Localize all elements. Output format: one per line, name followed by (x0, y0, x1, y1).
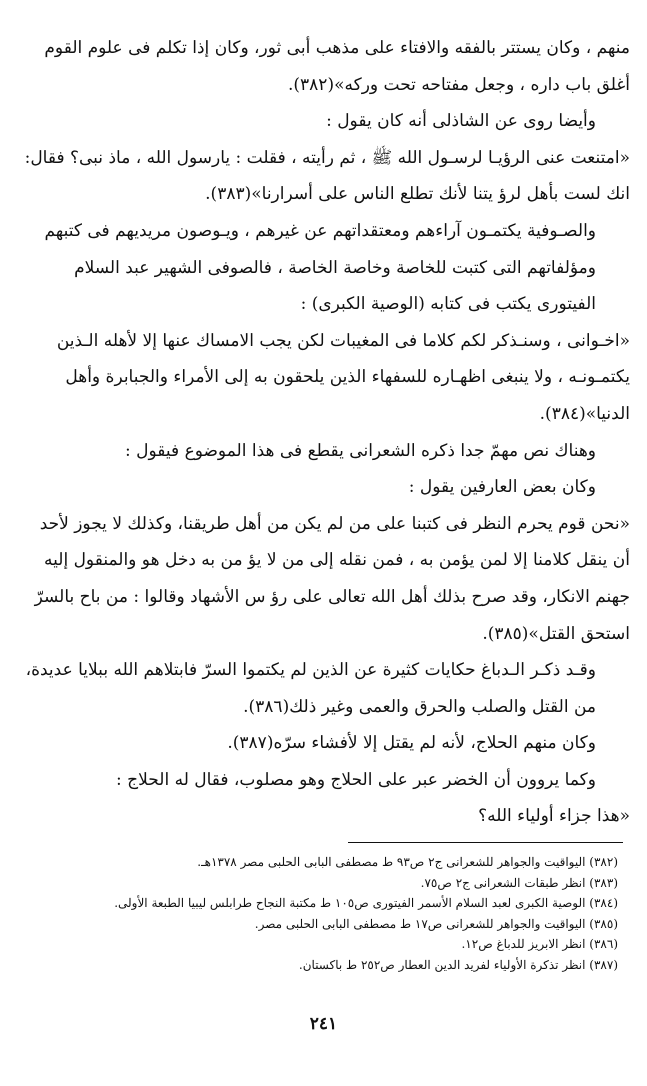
quote-shadhili: «امتنعت عنى الرؤيـا لرسـول الله ﷺ ، ثم رأيته ، فقلت : يارسول الله ، ماذ نبى؟ فقال: انك لست بأهل لرؤ يتنا لأنك تطلع الناس على أسرارنا»(٣٨٣). (24, 147, 630, 205)
footnote-384: (٣٨٤) الوصية الكبرى لعبد السلام الأسمر الفيتورى ص١٠٥ ط مكتبة النجاح طرابلس ليبيا الطبعة الأولى. (114, 896, 618, 911)
quote-fituri: «اخـوانى ، وسنـذكر لكم كلاما فى المغيبات لكن يجب الامساك عنها إلا لأهله الـذين يكتمـونـه ، ولا ينبغى اظهـاره للسفهاء الذين يلحقون به إلى الأمراء والجبابرة وأهل الدنيا»(٣٨٤). (56, 330, 630, 424)
footnote-divider (348, 842, 623, 843)
quote-arifin: «نحن قوم يحرم النظر فى كتبنا على من لم يكن من أهل طريقنا، وكذلك لا يجوز لأحد أن ينقل كلامنا إلا لمن يؤمن به ، فمن نقله إلى من لا يؤ من به دخل هو والمنقول إليه جهنم الانكار، وقد صرح بذلك أهل الله تعالى على رؤ س الأشهاد وقالوا : من باح بالسرّ استحق القتل»(٣٨٥). (34, 513, 630, 644)
paragraph-shadhili-intro: وأيضا روى عن الشاذلى أنه كان يقول : (326, 111, 596, 132)
paragraph-arifin-intro: وكان بعض العارفين يقول : (408, 477, 596, 498)
main-text-block (18, 30, 630, 835)
footnote-387: (٣٨٧) انظر تذكرة الأولياء لفريد الدين العطار ص٢٥٢ ط باكستان. (298, 957, 618, 972)
quote-awliya: «هذا جزاء أولياء الله؟ (478, 806, 630, 827)
paragraph-continuation: منهم ، وكان يستتر بالفقه والافتاء على مذهب أبى ثور، وكان إذا تكلم فى علوم القوم أغلق باب داره ، وجعل مفتاحه تحت وركه»(٣٨٢). (44, 38, 630, 95)
paragraph-dabbagh: وقـد ذكـر الـدباغ حكايات كثيرة عن الذين لم يكتموا السرّ فابتلاهم الله ببلايا عديدة، من القتل والصلب والحرق والعمى وغير ذلك(٣٨٦). (25, 660, 596, 717)
footnotes-list (18, 852, 618, 976)
page-number: ٢٤١ (309, 1014, 338, 1034)
paragraph-khidr: وكما يروون أن الخضر عبر على الحلاج وهو مصلوب، فقال له الحلاج : (116, 769, 596, 790)
footnote-386: (٣٨٦) انظر الابريز للدباغ ص١٢. (461, 937, 618, 952)
paragraph-hallaj: وكان منهم الحلاج، لأنه لم يقتل إلا لأفشاء سرّه(٣٨٧). (227, 733, 596, 754)
footnote-383: (٣٨٣) انظر طبقات الشعرانى ج٢ ص٧٥. (420, 875, 618, 890)
footnote-382: (٣٨٢) اليواقيت والجواهر للشعرانى ج٢ ص٩٣ ط مصطفى البابى الحلبى مصر ١٣٧٨هـ. (197, 855, 618, 869)
paragraph-sufis-conceal: والصـوفية يكتمـون آراءهم ومعتقداتهم عن غيرهم ، ويـوصون مريديهم فى كتبهم ومؤلفاتهم التى كتبت للخاصة وخاصة الخاصة ، فالصوفى الشهير عبد السلام الفيتورى يكتب فى كتابه (الوصية الكبرى) : (44, 220, 596, 315)
paragraph-sharani-intro: وهناك نص مهمّ جدا ذكره الشعرانى يقطع فى هذا الموضوع فيقول : (125, 440, 596, 461)
footnote-385: (٣٨٥) اليواقيت والجواهر للشعرانى ص١٧ ط مصطفى البابى الحلبى مصر. (254, 916, 618, 931)
